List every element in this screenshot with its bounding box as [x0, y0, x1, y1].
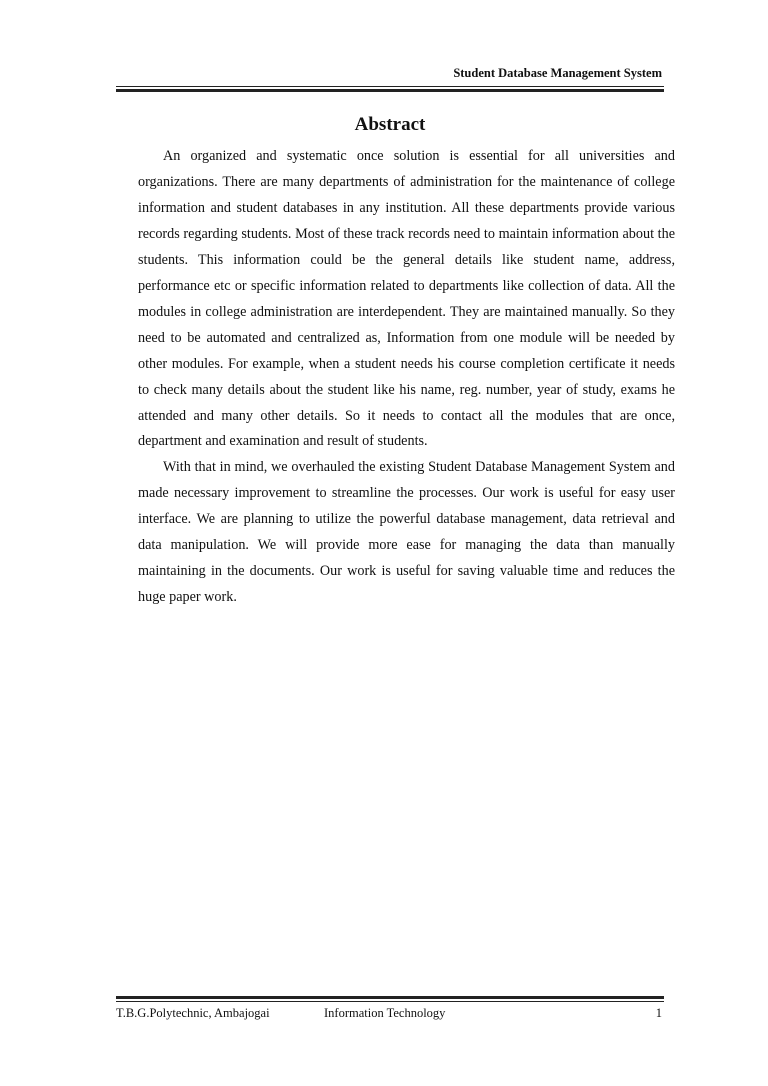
abstract-body	[138, 144, 675, 611]
footer-page-number: 1	[655, 1006, 662, 1020]
header-rule-thick	[116, 89, 664, 92]
page-footer	[116, 1006, 664, 1024]
abstract-paragraph-1: An organized and systematic once solution is essential for all universities and organizations. There are many departments of administration for the maintenance of college information and student databases in any institution. All these departments provide various records regarding students. Most of these track records need to maintain information about the students. This information could be the general details like student name, address, performance etc or specific information related to departments like collection of data. All the modules in college administration are interdependent. They are maintained manually. So they need to be automated and centralized as, Information from one module will be needed by other modules. For example, when a student needs his course completion certificate it needs to check many details about the student like his name, reg. number, year of study, exams he attended and many other details. So it needs to contact all the modules that are once, department and examination and result of students.	[138, 148, 675, 450]
footer-rule-thin	[116, 1001, 664, 1002]
footer-institution: T.B.G.Polytechnic, Ambajogai	[116, 1006, 270, 1020]
abstract-paragraph-2: With that in mind, we overhauled the existing Student Database Management System and made necessary improvement to streamline the processes. Our work is useful for easy user interface. We are planning to utilize the powerful database management, data retrieval and data manipulation. We will provide more ease for managing the data than manually maintaining in the documents. Our work is useful for saving valuable time and reduces the huge paper work.	[138, 459, 675, 606]
footer-rule-thick	[116, 996, 664, 999]
page-title: Abstract	[354, 114, 426, 135]
running-header: Student Database Management System	[453, 66, 662, 80]
header-rule-thin	[116, 86, 664, 87]
footer-department: Information Technology	[324, 1006, 446, 1020]
